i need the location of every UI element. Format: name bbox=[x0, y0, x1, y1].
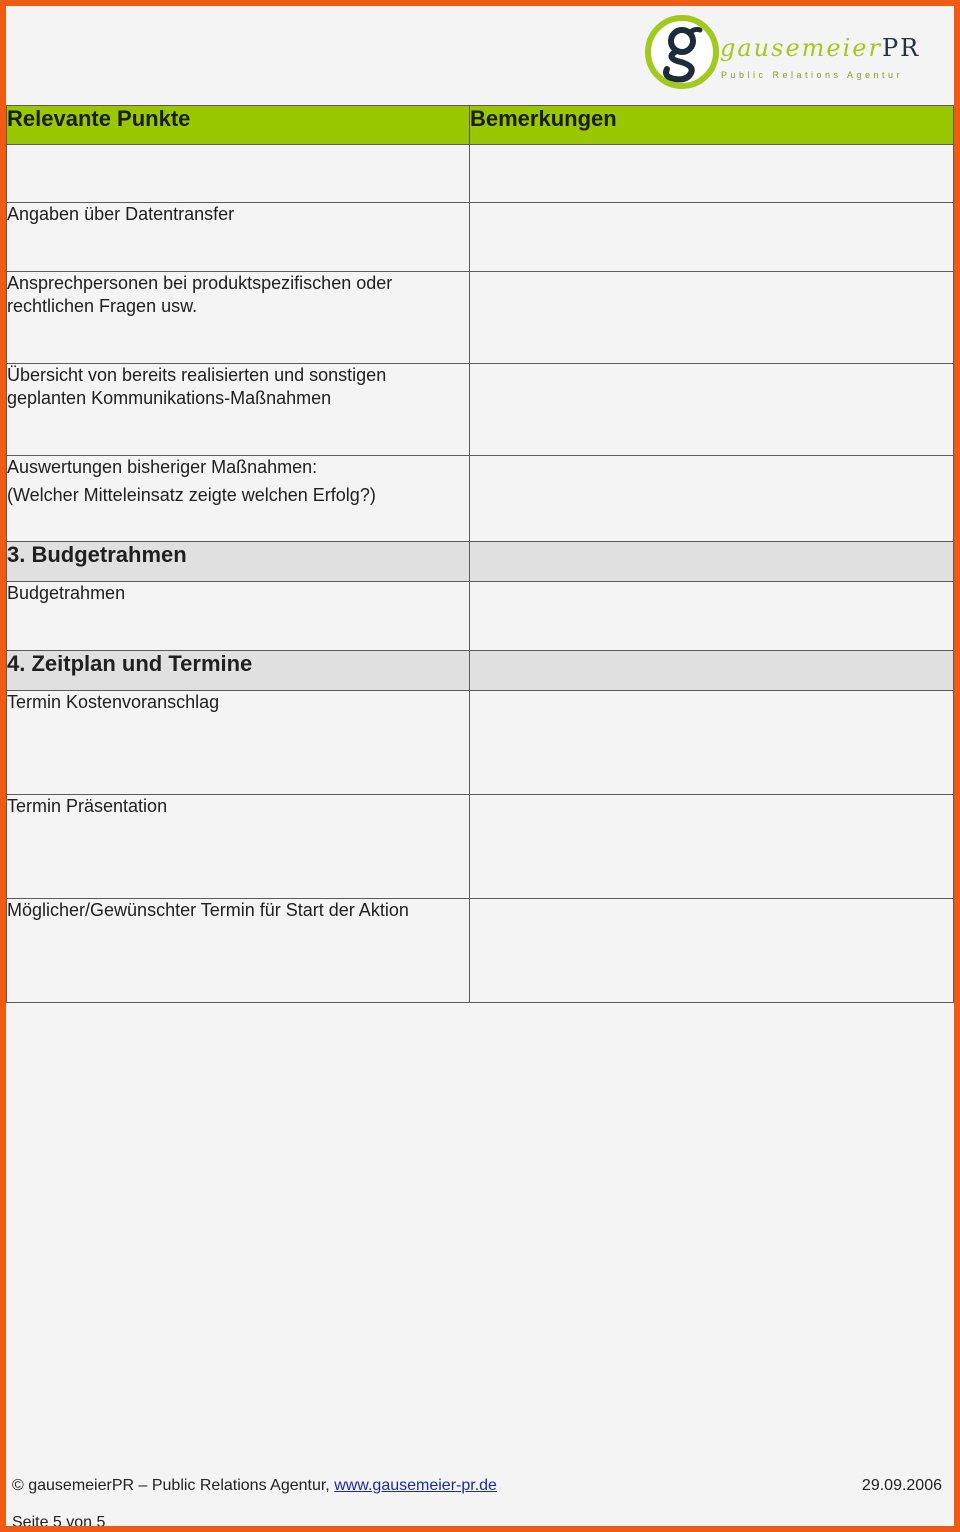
remark-cell[interactable] bbox=[470, 691, 954, 795]
section-row-budget bbox=[7, 542, 954, 582]
remark-cell[interactable] bbox=[470, 272, 954, 364]
logo-wordmark-part2: PR bbox=[881, 34, 921, 62]
document-page bbox=[6, 6, 954, 1526]
section-row-schedule bbox=[7, 651, 954, 691]
logo-wordmark-part1: gausemeier bbox=[720, 34, 882, 62]
remark-cell[interactable] bbox=[470, 364, 954, 456]
table-row bbox=[7, 456, 954, 542]
footer-website-link[interactable]: www.gausemeier-pr.de bbox=[334, 1477, 497, 1494]
company-logo bbox=[644, 14, 944, 100]
row-label-text: Termin Präsentation bbox=[7, 796, 168, 816]
row-label-cell bbox=[7, 145, 470, 203]
footer-date: 29.09.2006 bbox=[861, 1477, 942, 1494]
row-label-cell bbox=[7, 691, 470, 795]
remark-cell[interactable] bbox=[470, 899, 954, 1003]
remark-cell[interactable] bbox=[470, 582, 954, 651]
row-label-subtext: (Welcher Mitteleinsatz zeigte welchen Erfolg?) bbox=[7, 485, 376, 505]
table-row bbox=[7, 582, 954, 651]
table-row bbox=[7, 272, 954, 364]
footer-copyright-text: © gausemeierPR – Public Relations Agentur, bbox=[12, 1477, 335, 1494]
requirements-table bbox=[6, 105, 954, 1003]
footer-page-number: Seite 5 von 5 bbox=[12, 1514, 106, 1526]
row-label-text: Termin Kostenvoranschlag bbox=[7, 692, 220, 712]
remark-cell[interactable] bbox=[470, 203, 954, 272]
remark-cell[interactable] bbox=[470, 456, 954, 542]
table-row bbox=[7, 899, 954, 1003]
row-label-text: Übersicht von bereits realisierten und sonstigen geplanten Kommunikations-Maßnahmen bbox=[7, 365, 387, 408]
header-remarks: Bemerkungen bbox=[470, 106, 954, 145]
logo-g-mark bbox=[644, 14, 720, 90]
row-label-cell bbox=[7, 272, 470, 364]
logo-tagline: Public Relations Agentur bbox=[721, 70, 904, 80]
header-relevant-points: Relevante Punkte bbox=[7, 106, 470, 145]
row-label-text: Ansprechpersonen bei produktspezifischen oder rechtlichen Fragen usw. bbox=[7, 273, 393, 316]
row-label-cell bbox=[7, 795, 470, 899]
row-label-cell bbox=[7, 582, 470, 651]
table-row bbox=[7, 691, 954, 795]
table-row bbox=[7, 364, 954, 456]
table-row bbox=[7, 203, 954, 272]
row-label-text: Angaben über Datentransfer bbox=[7, 204, 235, 224]
remark-cell[interactable] bbox=[470, 145, 954, 203]
row-label-text: Möglicher/Gewünschter Termin für Start der Aktion bbox=[7, 900, 409, 920]
row-label-cell bbox=[7, 203, 470, 272]
section-title: 4. Zeitplan und Termine bbox=[7, 651, 470, 691]
row-label-text: Budgetrahmen bbox=[7, 583, 126, 603]
table-header-row bbox=[7, 106, 954, 145]
table-row bbox=[7, 795, 954, 899]
logo-wordmark bbox=[720, 34, 920, 62]
remark-cell[interactable] bbox=[470, 795, 954, 899]
section-blank-cell bbox=[470, 651, 954, 691]
row-label-cell bbox=[7, 456, 470, 542]
section-blank-cell bbox=[470, 542, 954, 582]
section-title: 3. Budgetrahmen bbox=[7, 542, 470, 582]
row-label-text: Auswertungen bisheriger Maßnahmen: bbox=[7, 457, 318, 477]
row-label-cell bbox=[7, 899, 470, 1003]
row-label-cell bbox=[7, 364, 470, 456]
table-row bbox=[7, 145, 954, 203]
footer-copyright bbox=[12, 1477, 497, 1495]
